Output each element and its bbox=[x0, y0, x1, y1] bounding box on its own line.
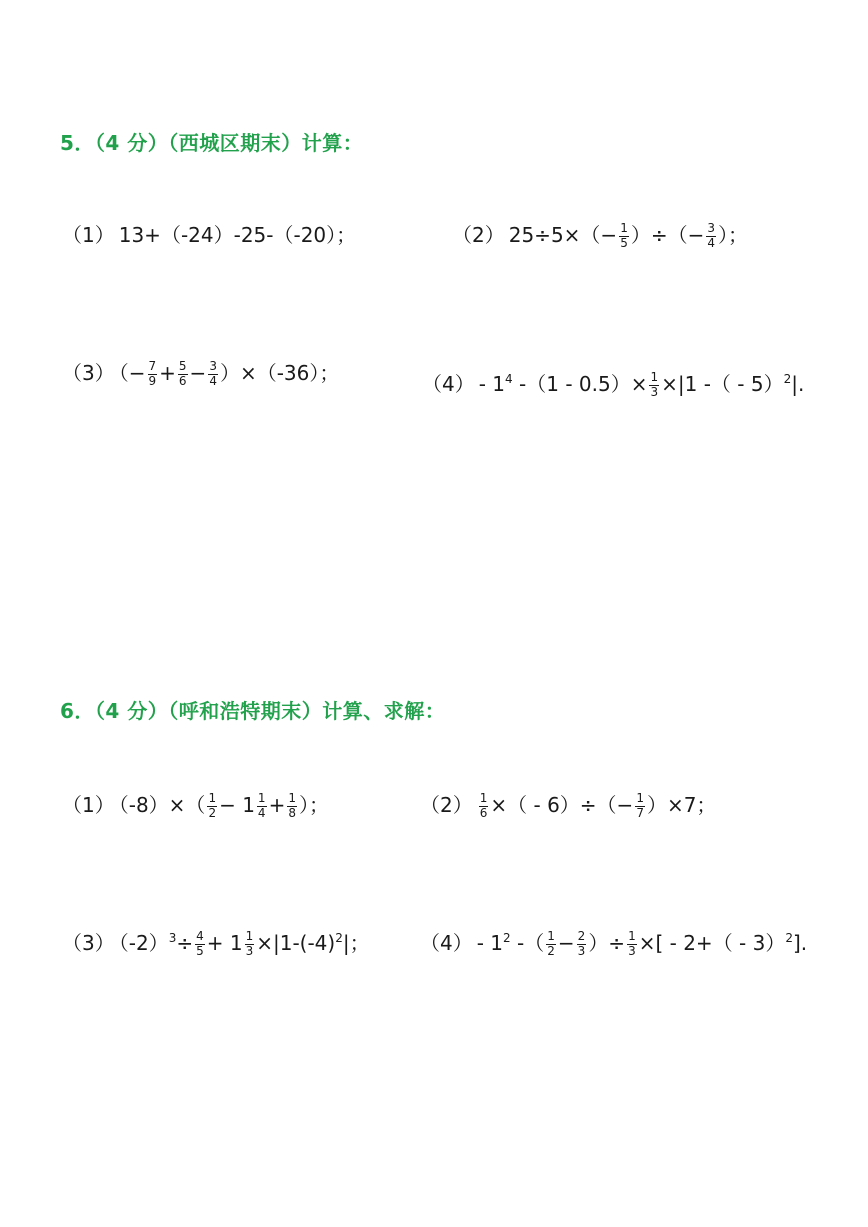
problem-label: （1） bbox=[62, 223, 115, 247]
expr-part: （-8）×（ bbox=[118, 792, 206, 817]
numerator: 1 bbox=[245, 929, 254, 943]
denominator: 4 bbox=[257, 805, 266, 820]
problem-label: （3） bbox=[62, 930, 115, 955]
denominator: 3 bbox=[245, 943, 254, 958]
numerator: 3 bbox=[209, 359, 217, 373]
fraction bbox=[649, 371, 659, 400]
expr-part: − bbox=[189, 360, 207, 385]
problem-label: （1） bbox=[62, 792, 115, 817]
expr-part: + bbox=[268, 792, 286, 817]
fraction bbox=[577, 930, 587, 959]
denominator: 5 bbox=[196, 943, 204, 958]
numerator: 1 bbox=[479, 791, 488, 805]
expr-part: （-2） bbox=[118, 930, 169, 955]
expr-part: -（1 - 0.5）× bbox=[512, 371, 648, 396]
expr-part: 25÷5×（− bbox=[508, 222, 618, 247]
q6-problem-4 bbox=[420, 930, 807, 959]
expr-part: ）÷ bbox=[588, 930, 626, 955]
denominator: 3 bbox=[577, 943, 586, 958]
numerator: 1 bbox=[547, 929, 555, 943]
q5-problem-1 bbox=[62, 225, 356, 245]
problem-label: （3） bbox=[62, 360, 115, 385]
denominator: 2 bbox=[547, 943, 555, 958]
expr-part: ）×（-36）； bbox=[219, 360, 340, 385]
numerator: 7 bbox=[148, 359, 157, 373]
denominator: 3 bbox=[628, 943, 636, 958]
problem-label: （2） bbox=[452, 222, 505, 247]
numerator: 1 bbox=[636, 791, 644, 805]
problem-label: （4） bbox=[422, 371, 475, 396]
expr-part: ×[ - 2+（ - 3） bbox=[638, 930, 786, 955]
fraction bbox=[287, 792, 297, 821]
fraction bbox=[195, 930, 205, 959]
expr-part: ×（ - 6）÷（− bbox=[490, 792, 634, 817]
problem-label: （2） bbox=[420, 792, 473, 817]
numerator: 1 bbox=[257, 791, 266, 805]
fraction bbox=[257, 792, 267, 821]
fraction bbox=[635, 792, 645, 821]
fraction bbox=[627, 930, 637, 959]
expr-part: （− bbox=[118, 360, 146, 385]
numerator: 5 bbox=[178, 359, 187, 373]
denominator: 8 bbox=[288, 805, 296, 820]
exponent: 2 bbox=[783, 372, 792, 387]
denominator: 2 bbox=[208, 805, 217, 820]
q6-problem-2 bbox=[420, 792, 716, 821]
denominator: 6 bbox=[178, 373, 187, 388]
q6-problem-1 bbox=[62, 792, 329, 821]
expr-part: |. bbox=[791, 371, 805, 396]
fraction bbox=[619, 222, 629, 251]
numerator: 2 bbox=[577, 929, 586, 943]
expr-part: -（ bbox=[510, 930, 545, 955]
exponent: 2 bbox=[785, 931, 793, 946]
problem-label: （4） bbox=[420, 930, 473, 955]
expression-text: 13+（-24）-25-（-20）； bbox=[118, 223, 357, 247]
denominator: 6 bbox=[479, 805, 488, 820]
fraction bbox=[546, 930, 556, 959]
fraction bbox=[178, 360, 188, 389]
exponent: 3 bbox=[168, 931, 177, 946]
expr-part: − 1 bbox=[219, 792, 255, 817]
expr-part: |； bbox=[342, 930, 370, 955]
expr-part: ×|1 -（ - 5） bbox=[661, 371, 784, 396]
numerator: 1 bbox=[628, 929, 636, 943]
fraction bbox=[706, 222, 716, 251]
expr-part: ）×7； bbox=[646, 792, 717, 817]
expr-part: ）； bbox=[298, 792, 329, 817]
denominator: 4 bbox=[707, 235, 715, 250]
exponent: 4 bbox=[505, 372, 513, 387]
numerator: 1 bbox=[208, 791, 217, 805]
fraction bbox=[208, 360, 218, 389]
exponent: 2 bbox=[503, 931, 511, 946]
q5-problem-4 bbox=[422, 371, 804, 400]
expr-part: ）÷（− bbox=[630, 222, 705, 247]
expr-part: ×|1-(-4) bbox=[256, 930, 336, 955]
denominator: 9 bbox=[148, 373, 157, 388]
fraction bbox=[148, 360, 158, 389]
expr-part: ÷ bbox=[176, 930, 194, 955]
expr-part: ）； bbox=[717, 222, 748, 247]
numerator: 1 bbox=[650, 370, 659, 384]
expr-part: + bbox=[159, 360, 176, 385]
expr-part: − bbox=[557, 930, 575, 955]
fraction bbox=[479, 792, 489, 821]
q6-problem-3 bbox=[62, 930, 370, 959]
exponent: 2 bbox=[335, 931, 343, 946]
numerator: 4 bbox=[196, 929, 204, 943]
denominator: 3 bbox=[650, 384, 659, 399]
expr-part: - 1 bbox=[476, 930, 504, 955]
denominator: 4 bbox=[209, 373, 217, 388]
q5-problem-2 bbox=[452, 222, 748, 251]
fraction bbox=[207, 792, 217, 821]
expr-part: ]. bbox=[793, 930, 808, 955]
question-6-heading: 6．（4 分）（呼和浩特期末）计算、求解： bbox=[60, 699, 446, 723]
expr-part: - 1 bbox=[478, 371, 506, 396]
denominator: 5 bbox=[620, 235, 628, 250]
expr-part: + 1 bbox=[206, 930, 243, 955]
fraction bbox=[245, 930, 255, 959]
numerator: 1 bbox=[620, 221, 628, 235]
numerator: 1 bbox=[288, 791, 296, 805]
numerator: 3 bbox=[707, 221, 715, 235]
denominator: 7 bbox=[636, 805, 644, 820]
question-5-heading: 5．（4 分）（西城区期末）计算： bbox=[60, 131, 364, 155]
q5-problem-3 bbox=[62, 360, 339, 389]
